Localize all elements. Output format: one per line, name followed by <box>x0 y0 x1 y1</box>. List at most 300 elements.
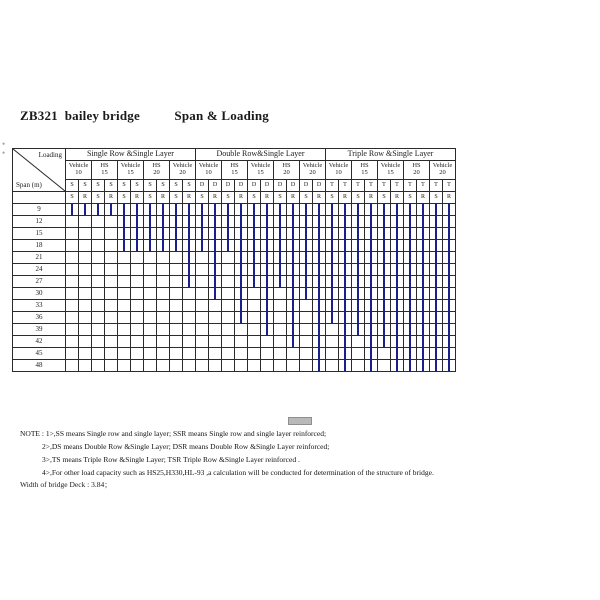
capacity-bar-segment <box>396 359 398 372</box>
capacity-cell <box>313 252 326 264</box>
capacity-cell <box>170 204 183 216</box>
capacity-cell <box>209 276 222 288</box>
capacity-cell <box>378 276 391 288</box>
capacity-cell <box>144 360 157 372</box>
capacity-cell <box>378 336 391 348</box>
span-label: 39 <box>13 324 66 336</box>
capacity-cell <box>274 216 287 228</box>
capacity-cell <box>274 288 287 300</box>
capacity-cell <box>66 252 79 264</box>
capacity-cell <box>365 336 378 348</box>
capacity-cell <box>235 264 248 276</box>
code-row-b-cell-30: R <box>443 192 456 204</box>
capacity-cell <box>391 252 404 264</box>
capacity-cell <box>326 300 339 312</box>
capacity-cell <box>261 252 274 264</box>
capacity-cell <box>235 228 248 240</box>
capacity-bar-segment <box>409 359 411 372</box>
capacity-cell <box>365 264 378 276</box>
table-row <box>13 324 456 336</box>
capacity-cell <box>274 300 287 312</box>
capacity-cell <box>430 228 443 240</box>
axis-corner-cell <box>13 149 66 192</box>
code-row-b-cell-13: S <box>222 192 235 204</box>
capacity-cell <box>235 300 248 312</box>
capacity-cell <box>131 360 144 372</box>
capacity-cell <box>222 324 235 336</box>
capacity-cell <box>300 252 313 264</box>
capacity-cell <box>274 312 287 324</box>
capacity-cell <box>222 252 235 264</box>
code-row-a-cell-25: T <box>378 180 391 192</box>
capacity-cell <box>118 228 131 240</box>
capacity-cell <box>261 264 274 276</box>
vehicle-header-5: Vehicle 20 <box>170 161 196 180</box>
capacity-cell <box>196 348 209 360</box>
capacity-cell <box>287 300 300 312</box>
capacity-cell <box>183 216 196 228</box>
code-row-a-cell-29: T <box>430 180 443 192</box>
capacity-cell <box>339 288 352 300</box>
capacity-cell <box>313 240 326 252</box>
capacity-cell <box>443 204 456 216</box>
capacity-cell <box>404 288 417 300</box>
capacity-cell <box>430 264 443 276</box>
table-row <box>13 240 456 252</box>
table-row <box>13 360 456 372</box>
vehicle-header-6: Vehicle 10 <box>196 161 222 180</box>
capacity-cell <box>66 312 79 324</box>
capacity-bar-segment <box>383 335 385 348</box>
capacity-cell <box>391 324 404 336</box>
capacity-cell <box>339 276 352 288</box>
capacity-cell <box>144 240 157 252</box>
capacity-cell <box>105 300 118 312</box>
capacity-cell <box>222 348 235 360</box>
capacity-cell <box>313 312 326 324</box>
capacity-cell <box>274 360 287 372</box>
capacity-cell <box>326 276 339 288</box>
capacity-cell <box>443 240 456 252</box>
capacity-cell <box>404 348 417 360</box>
capacity-cell <box>391 360 404 372</box>
capacity-cell <box>430 276 443 288</box>
capacity-cell <box>300 216 313 228</box>
capacity-cell <box>287 240 300 252</box>
capacity-bar-segment <box>344 359 346 372</box>
capacity-cell <box>352 324 365 336</box>
capacity-cell <box>92 228 105 240</box>
capacity-cell <box>378 264 391 276</box>
capacity-cell <box>131 204 144 216</box>
capacity-cell <box>235 276 248 288</box>
vehicle-header-1: Vehicle 10 <box>66 161 92 180</box>
code-row-b-cell-29: S <box>430 192 443 204</box>
capacity-cell <box>131 336 144 348</box>
capacity-cell <box>261 240 274 252</box>
capacity-cell <box>157 336 170 348</box>
code-row-b-cell-12: R <box>209 192 222 204</box>
capacity-cell <box>235 288 248 300</box>
capacity-cell <box>326 288 339 300</box>
capacity-cell <box>443 312 456 324</box>
capacity-bar-segment <box>435 359 437 372</box>
capacity-cell <box>66 324 79 336</box>
capacity-cell <box>79 228 92 240</box>
code-row-b-cell-24: R <box>365 192 378 204</box>
capacity-cell <box>131 348 144 360</box>
capacity-cell <box>378 348 391 360</box>
capacity-cell <box>118 360 131 372</box>
capacity-cell <box>92 336 105 348</box>
capacity-cell <box>183 288 196 300</box>
capacity-cell <box>157 360 170 372</box>
table-row <box>13 300 456 312</box>
capacity-cell <box>274 228 287 240</box>
capacity-cell <box>365 360 378 372</box>
capacity-cell <box>170 360 183 372</box>
table-row <box>13 336 456 348</box>
capacity-cell <box>300 336 313 348</box>
group-header-3: Triple Row &Single Layer <box>326 149 456 161</box>
capacity-cell <box>79 204 92 216</box>
capacity-cell <box>157 240 170 252</box>
capacity-cell <box>430 312 443 324</box>
capacity-cell <box>417 240 430 252</box>
code-row-b-cell-9: S <box>170 192 183 204</box>
capacity-cell <box>313 204 326 216</box>
capacity-cell <box>261 228 274 240</box>
capacity-cell <box>339 240 352 252</box>
capacity-bar-segment <box>305 287 307 300</box>
code-row-a-cell-7: S <box>144 180 157 192</box>
corner-dot-2: • <box>2 148 6 158</box>
capacity-cell <box>274 252 287 264</box>
capacity-cell <box>79 312 92 324</box>
capacity-cell <box>261 288 274 300</box>
code-row-a-cell-14: D <box>235 180 248 192</box>
capacity-cell <box>248 252 261 264</box>
capacity-cell <box>222 240 235 252</box>
capacity-cell <box>222 228 235 240</box>
capacity-cell <box>313 228 326 240</box>
table-row <box>13 288 456 300</box>
capacity-cell <box>248 228 261 240</box>
capacity-cell <box>105 264 118 276</box>
capacity-cell <box>313 288 326 300</box>
capacity-bar-segment <box>175 239 177 252</box>
capacity-cell <box>352 336 365 348</box>
table-row <box>13 348 456 360</box>
code-row-a-cell-30: T <box>443 180 456 192</box>
capacity-cell <box>144 324 157 336</box>
capacity-cell <box>248 216 261 228</box>
notes-block <box>20 427 580 480</box>
capacity-cell <box>118 264 131 276</box>
capacity-cell <box>209 252 222 264</box>
capacity-cell <box>196 252 209 264</box>
capacity-cell <box>183 324 196 336</box>
capacity-cell <box>326 360 339 372</box>
capacity-cell <box>300 276 313 288</box>
capacity-cell <box>131 252 144 264</box>
capacity-cell <box>105 288 118 300</box>
capacity-cell <box>222 264 235 276</box>
capacity-cell <box>131 312 144 324</box>
capacity-cell <box>326 216 339 228</box>
capacity-cell <box>443 228 456 240</box>
capacity-cell <box>443 336 456 348</box>
code-row-b-cell-4: R <box>105 192 118 204</box>
capacity-bar-segment <box>422 359 424 372</box>
capacity-cell <box>365 288 378 300</box>
capacity-cell <box>118 204 131 216</box>
capacity-cell <box>378 240 391 252</box>
capacity-cell <box>170 324 183 336</box>
capacity-cell <box>378 228 391 240</box>
table-row <box>13 228 456 240</box>
capacity-cell <box>300 348 313 360</box>
capacity-cell <box>391 228 404 240</box>
capacity-cell <box>300 312 313 324</box>
capacity-cell <box>105 276 118 288</box>
code-row-b-cell-2: R <box>79 192 92 204</box>
code-row-a-cell-20: D <box>313 180 326 192</box>
capacity-cell <box>300 288 313 300</box>
capacity-cell <box>196 360 209 372</box>
capacity-cell <box>417 216 430 228</box>
code-row-b-cell-7: S <box>144 192 157 204</box>
capacity-cell <box>300 360 313 372</box>
span-label: 21 <box>13 252 66 264</box>
capacity-cell <box>391 276 404 288</box>
capacity-bar-segment <box>266 323 268 336</box>
vehicle-header-15: Vehicle 20 <box>430 161 456 180</box>
capacity-cell <box>365 300 378 312</box>
capacity-cell <box>365 252 378 264</box>
capacity-cell <box>79 252 92 264</box>
code-row-a-cell-22: T <box>339 180 352 192</box>
capacity-cell <box>391 204 404 216</box>
deck-width-note: Width of bridge Deck : 3.84； <box>20 480 112 489</box>
capacity-cell <box>183 312 196 324</box>
code-row-a-cell-9: S <box>170 180 183 192</box>
code-row-a-cell-26: T <box>391 180 404 192</box>
capacity-cell <box>144 300 157 312</box>
capacity-cell <box>235 360 248 372</box>
span-label: 12 <box>13 216 66 228</box>
capacity-cell <box>222 216 235 228</box>
code-row-b-cell-11: S <box>196 192 209 204</box>
capacity-cell <box>222 300 235 312</box>
table-row <box>13 264 456 276</box>
capacity-cell <box>66 264 79 276</box>
capacity-cell <box>92 252 105 264</box>
capacity-cell <box>209 228 222 240</box>
capacity-cell <box>248 324 261 336</box>
capacity-cell <box>261 216 274 228</box>
code-row-a-cell-11: D <box>196 180 209 192</box>
capacity-cell <box>196 216 209 228</box>
capacity-cell <box>404 312 417 324</box>
corner-dot-1: • <box>2 139 6 149</box>
capacity-bar-segment <box>214 287 216 300</box>
capacity-cell <box>105 204 118 216</box>
capacity-cell <box>170 252 183 264</box>
capacity-cell <box>66 360 79 372</box>
capacity-cell <box>378 300 391 312</box>
horizontal-scroll-handle[interactable] <box>288 417 312 425</box>
capacity-cell <box>261 336 274 348</box>
capacity-cell <box>131 324 144 336</box>
capacity-cell <box>430 288 443 300</box>
capacity-cell <box>417 312 430 324</box>
capacity-cell <box>170 312 183 324</box>
vehicle-header-9: HS 20 <box>274 161 300 180</box>
vehicle-header-8: Vehicle 15 <box>248 161 274 180</box>
capacity-cell <box>378 288 391 300</box>
capacity-cell <box>404 276 417 288</box>
capacity-cell <box>105 336 118 348</box>
capacity-cell <box>443 252 456 264</box>
capacity-bar-segment <box>136 239 138 252</box>
capacity-cell <box>105 252 118 264</box>
capacity-cell <box>157 252 170 264</box>
capacity-cell <box>378 360 391 372</box>
capacity-cell <box>326 336 339 348</box>
capacity-cell <box>92 324 105 336</box>
code-row-a-cell-4: S <box>105 180 118 192</box>
capacity-cell <box>183 264 196 276</box>
capacity-cell <box>144 264 157 276</box>
capacity-cell <box>183 336 196 348</box>
code-row-a-cell-27: T <box>404 180 417 192</box>
capacity-cell <box>66 240 79 252</box>
code-row-b-cell-15: S <box>248 192 261 204</box>
capacity-cell <box>300 228 313 240</box>
capacity-cell <box>131 276 144 288</box>
vehicle-header-13: Vehicle 15 <box>378 161 404 180</box>
capacity-cell <box>339 264 352 276</box>
capacity-cell <box>326 228 339 240</box>
capacity-cell <box>443 288 456 300</box>
capacity-cell <box>417 300 430 312</box>
capacity-cell <box>404 264 417 276</box>
capacity-cell <box>66 216 79 228</box>
capacity-cell <box>105 216 118 228</box>
capacity-cell <box>131 264 144 276</box>
span-label: 9 <box>13 204 66 216</box>
code-row-a-cell-16: D <box>261 180 274 192</box>
capacity-cell <box>417 204 430 216</box>
capacity-cell <box>339 360 352 372</box>
capacity-bar-segment <box>370 359 372 372</box>
capacity-cell <box>92 288 105 300</box>
capacity-cell <box>170 228 183 240</box>
capacity-cell <box>105 348 118 360</box>
capacity-cell <box>261 324 274 336</box>
capacity-cell <box>131 216 144 228</box>
capacity-cell <box>326 312 339 324</box>
capacity-cell <box>144 252 157 264</box>
capacity-cell <box>274 324 287 336</box>
code-row-a-cell-19: D <box>300 180 313 192</box>
capacity-cell <box>118 252 131 264</box>
capacity-cell <box>300 300 313 312</box>
capacity-cell <box>417 228 430 240</box>
capacity-cell <box>248 204 261 216</box>
capacity-cell <box>404 228 417 240</box>
capacity-cell <box>378 216 391 228</box>
capacity-cell <box>391 216 404 228</box>
capacity-cell <box>196 288 209 300</box>
capacity-cell <box>248 300 261 312</box>
capacity-cell <box>430 204 443 216</box>
code-row-b-cell-17: S <box>274 192 287 204</box>
capacity-cell <box>404 216 417 228</box>
capacity-cell <box>404 240 417 252</box>
capacity-bar-segment <box>188 275 190 288</box>
code-row-a-cell-5: S <box>118 180 131 192</box>
capacity-cell <box>365 228 378 240</box>
capacity-cell <box>79 324 92 336</box>
capacity-cell <box>209 240 222 252</box>
vehicle-header-11: Vehicle 10 <box>326 161 352 180</box>
code-row-b-cell-28: R <box>417 192 430 204</box>
code-row-a-cell-13: D <box>222 180 235 192</box>
capacity-cell <box>391 264 404 276</box>
span-label: 42 <box>13 336 66 348</box>
span-label: 30 <box>13 288 66 300</box>
capacity-cell <box>235 240 248 252</box>
capacity-cell <box>235 216 248 228</box>
capacity-cell <box>339 300 352 312</box>
code-row-a-cell-17: D <box>274 180 287 192</box>
capacity-cell <box>131 228 144 240</box>
code-row-b-cell-3: S <box>92 192 105 204</box>
capacity-cell <box>248 276 261 288</box>
capacity-cell <box>404 300 417 312</box>
code-row-b-rowlabel <box>13 192 66 204</box>
capacity-cell <box>443 276 456 288</box>
code-row-b-cell-16: R <box>261 192 274 204</box>
capacity-cell <box>170 276 183 288</box>
capacity-cell <box>222 276 235 288</box>
capacity-cell <box>300 264 313 276</box>
capacity-cell <box>404 336 417 348</box>
capacity-cell <box>157 276 170 288</box>
capacity-cell <box>313 348 326 360</box>
code-row-b-cell-21: S <box>326 192 339 204</box>
capacity-cell <box>170 348 183 360</box>
capacity-cell <box>105 228 118 240</box>
table-row <box>13 276 456 288</box>
capacity-cell <box>144 204 157 216</box>
capacity-cell <box>248 348 261 360</box>
capacity-cell <box>417 252 430 264</box>
capacity-cell <box>248 264 261 276</box>
vehicle-header-3: Vehicle 15 <box>118 161 144 180</box>
capacity-cell <box>443 360 456 372</box>
capacity-cell <box>144 216 157 228</box>
capacity-cell <box>378 252 391 264</box>
capacity-cell <box>339 312 352 324</box>
capacity-cell <box>378 204 391 216</box>
capacity-cell <box>391 240 404 252</box>
capacity-cell <box>313 360 326 372</box>
capacity-cell <box>222 288 235 300</box>
capacity-cell <box>287 204 300 216</box>
